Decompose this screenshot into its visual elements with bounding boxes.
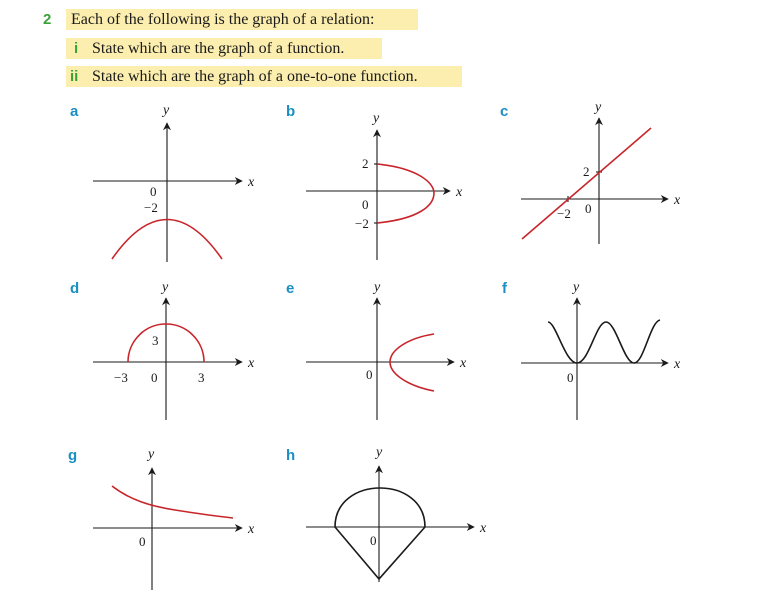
graph-a-y-label: y <box>163 103 170 118</box>
graph-d-y-label: y <box>162 280 169 295</box>
graph-h-y-label: y <box>376 445 383 460</box>
graph-f-x-label: x <box>674 357 681 372</box>
graph-h-arc <box>335 488 425 527</box>
graph-f <box>502 280 681 420</box>
graph-c-tick-x: −2 <box>557 206 571 221</box>
graph-b-label: b <box>286 103 296 120</box>
graph-f-wave <box>548 320 660 363</box>
graph-g-tick-origin: 0 <box>139 534 146 549</box>
graph-d-tick-neg: −3 <box>114 370 128 385</box>
graph-a-tick-y: −2 <box>144 200 158 215</box>
graph-b-tick-origin: 0 <box>362 197 369 212</box>
graph-a-tick-origin: 0 <box>150 184 157 199</box>
graph-c-tick-y: 2 <box>583 164 590 179</box>
graph-f-tick-origin: 0 <box>567 370 574 385</box>
part-ii-text: State which are the graph of a one-to-one function. <box>92 68 418 85</box>
graph-g-curve <box>112 486 233 518</box>
graph-b <box>286 103 463 260</box>
graph-g <box>68 447 255 590</box>
graph-a <box>70 103 255 262</box>
graph-e-y-label: y <box>374 280 381 295</box>
graph-c-line <box>522 128 651 239</box>
graph-g-label: g <box>68 447 78 464</box>
graph-d <box>70 280 255 420</box>
graph-e-x-label: x <box>460 356 467 371</box>
graph-b-x-label: x <box>456 185 463 200</box>
graph-g-x-label: x <box>248 522 255 537</box>
graph-g-y-label: y <box>148 447 155 462</box>
question-number: 2 <box>43 11 52 28</box>
graph-c-y-label: y <box>595 100 602 115</box>
graph-f-label: f <box>502 280 507 297</box>
graph-h-tick-origin: 0 <box>370 533 377 548</box>
graph-a-label: a <box>70 103 79 120</box>
graph-b-tick-top: 2 <box>362 156 369 171</box>
graph-h <box>286 445 487 582</box>
graph-e-label: e <box>286 280 295 297</box>
graph-f-y-label: y <box>573 280 580 295</box>
graph-c-label: c <box>500 103 509 120</box>
graph-b-curve <box>377 164 434 223</box>
part-i-text: State which are the graph of a function. <box>92 40 345 57</box>
graph-c-x-label: x <box>674 193 681 208</box>
graph-e-tick-origin: 0 <box>366 367 373 382</box>
graph-a-x-label: x <box>248 175 255 190</box>
graph-c-tick-origin: 0 <box>585 201 592 216</box>
part-ii-label: ii <box>70 68 79 85</box>
part-i-label: i <box>74 40 79 57</box>
graph-d-tick-y: 3 <box>152 333 159 348</box>
graph-d-tick-origin: 0 <box>151 370 158 385</box>
graph-h-v <box>335 527 425 579</box>
graph-d-x-label: x <box>248 356 255 371</box>
graph-b-y-label: y <box>373 111 380 126</box>
question-stem: Each of the following is the graph of a relation: <box>71 11 375 28</box>
graph-b-tick-bottom: −2 <box>355 216 369 231</box>
graph-h-label: h <box>286 447 296 464</box>
graph-d-tick-pos: 3 <box>198 370 205 385</box>
graph-e <box>286 280 467 420</box>
graph-h-x-label: x <box>480 521 487 536</box>
graph-c <box>500 100 681 244</box>
graph-d-label: d <box>70 280 80 297</box>
